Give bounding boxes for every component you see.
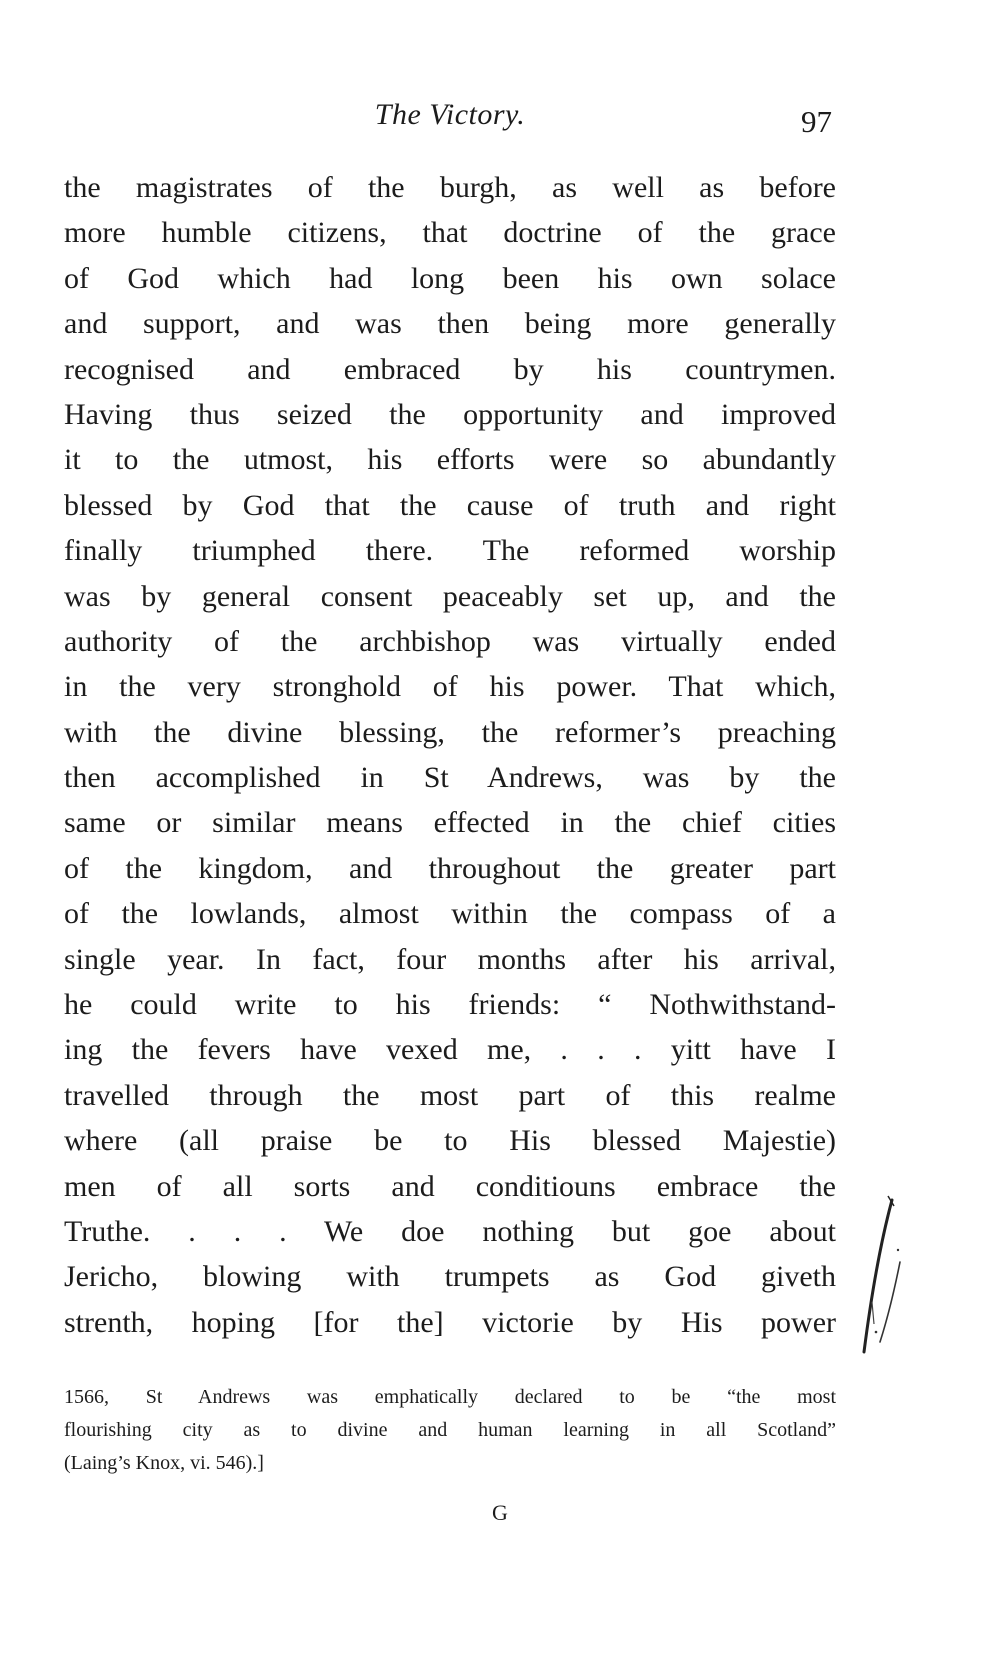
text-line: of God which had long been his own solace xyxy=(64,261,836,295)
text-line: he could write to his friends: “ Nothwithstand- xyxy=(64,988,836,1022)
pencil-bracket-mark-icon xyxy=(858,1192,908,1362)
text-line: was by general consent peaceably set up, and the xyxy=(64,579,836,613)
text-line: men of all sorts and conditiouns embrace the xyxy=(64,1169,836,1203)
text-line: ing the fevers have vexed me, . . . yitt have I xyxy=(64,1033,836,1067)
text-line: travelled through the most part of this realme xyxy=(64,1078,836,1112)
text-line: then accomplished in St Andrews, was by the xyxy=(64,761,836,795)
text-line: in the very stronghold of his power. That which, xyxy=(64,670,836,704)
text-line: recognised and embraced by his countrymen. xyxy=(64,352,836,386)
text-line: more humble citizens, that doctrine of the grace xyxy=(64,216,836,250)
text-line: where (all praise be to His blessed Majestie) xyxy=(64,1124,836,1158)
text-line: single year. In fact, four months after his arrival, xyxy=(64,942,836,976)
text-line: same or similar means effected in the chief cities xyxy=(64,806,836,840)
text-line: finally triumphed there. The reformed worship xyxy=(64,534,836,568)
footnote-line: 1566, St Andrews was emphatically declared to be “the most xyxy=(64,1386,836,1408)
signature-mark: G xyxy=(492,1500,508,1525)
text-line: it to the utmost, his efforts were so abundantly xyxy=(64,443,836,477)
text-line: Jericho, blowing with trumpets as God giveth xyxy=(64,1260,836,1294)
text-line: the magistrates of the burgh, as well as before xyxy=(64,171,836,204)
running-head-title: The Victory. xyxy=(374,98,526,131)
footnote-line: flourishing city as to divine and human learning in all Scotland” xyxy=(64,1419,836,1441)
text-line: authority of the archbishop was virtually ended xyxy=(64,624,836,658)
page-number: 97 xyxy=(801,104,832,139)
running-head xyxy=(64,98,836,142)
text-line: of the lowlands, almost within the compass of a xyxy=(64,897,836,931)
text-line: blessed by God that the cause of truth and right xyxy=(64,488,836,522)
footnote xyxy=(64,1381,836,1480)
text-line: Truthe. . . . We doe nothing but goe about xyxy=(64,1214,836,1248)
text-line: of the kingdom, and throughout the greater part xyxy=(64,851,836,885)
text-line: strenth, hoping [for the] victorie by His power xyxy=(64,1305,836,1339)
body-text xyxy=(64,165,836,1345)
footnote-line: (Laing’s Knox, vi. 546).] xyxy=(64,1452,264,1474)
text-line: Having thus seized the opportunity and improved xyxy=(64,397,836,431)
text-line: and support, and was then being more generally xyxy=(64,307,836,341)
text-line: with the divine blessing, the reformer’s preaching xyxy=(64,715,836,749)
